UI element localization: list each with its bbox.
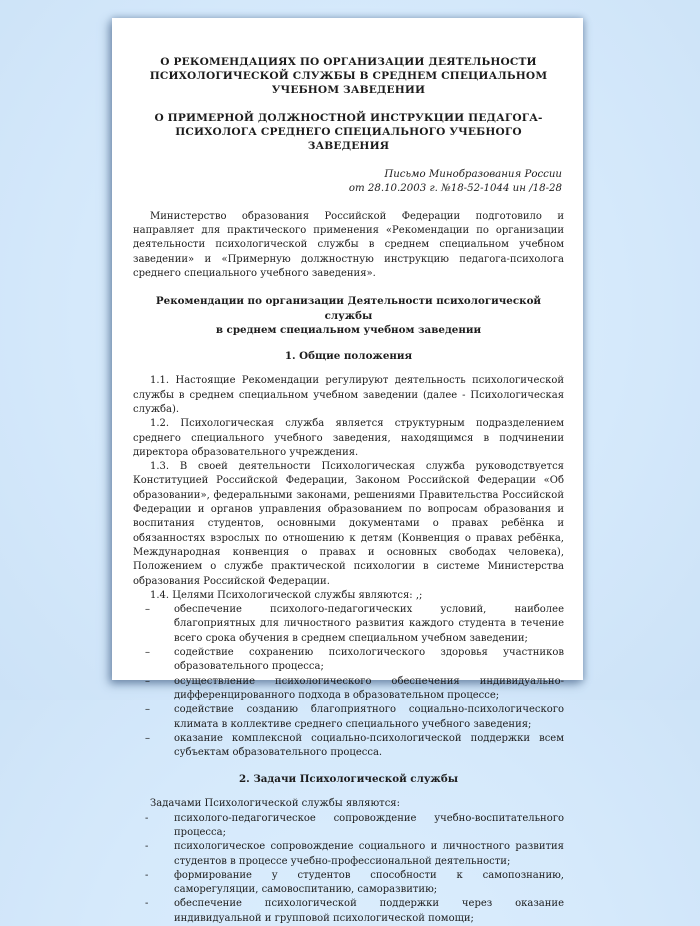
dash-marker: - [145, 898, 149, 910]
document-title-primary: О РЕКОМЕНДАЦИЯХ ПО ОРГАНИЗАЦИИ ДЕЯТЕЛЬНОСТИ ПСИХОЛОГИЧЕСКОЙ СЛУЖБЫ В СРЕДНЕМ СПЕЦИАЛЬНОМ УЧЕБНОМ ЗАВЕДЕНИИ [149, 56, 548, 97]
goal-text: содействие сохранению психологического здоровья участников образовательного процесса; [174, 647, 564, 673]
recommendations-heading-line2: в среднем специальном учебном заведении [215, 323, 482, 336]
list-item-task [133, 840, 564, 869]
tasks-list [133, 812, 564, 926]
task-text: психолого-педагогическое сопровождение учебно-воспитательного процесса; [174, 812, 564, 838]
dash-marker: – [145, 732, 150, 744]
goals-list [133, 603, 564, 760]
dash-marker: – [145, 704, 150, 716]
intro-paragraph: Министерство образования Российской Федерации подготовило и направляет для практического применения «Рекомендации по организации деятельности психологической службы в среднем специальном учебном заведении» и «Примерную должностную инструкцию педагога-психолога среднего специального учебного заведения». [133, 210, 564, 279]
goal-text: оказание комплексной социально-психологической поддержки всем субъектам образовательного процесса. [174, 732, 564, 759]
list-item-goal [133, 646, 564, 675]
section2-lead: Задачами Психологической службы являются: [150, 798, 400, 810]
section1-heading: 1. Общие положения [284, 350, 413, 363]
paragraph-1-2: 1.2. Психологическая служба является структурным подразделением среднего специального учебного заведения, находящимся в подчинении директора образовательного учреждения. [133, 418, 564, 458]
task-text: психологическое сопровождение социального и личностного развития студентов в процессе учебно-профессиональной деятельности; [174, 841, 564, 867]
dash-marker: – [145, 647, 150, 659]
goal-text: осуществление психологического обеспечения индивидуально-дифференцированного подхода в образовательном процессе; [174, 675, 564, 701]
dash-marker: – [145, 604, 150, 616]
dash-marker: - [145, 812, 149, 824]
goal-text: обеспечение психолого-педагогических условий, наиболее благоприятных для личностного развития каждого студента в течение всего срока обучения в среднем специальном учебном заведении; [174, 604, 564, 644]
recommendations-heading [133, 294, 564, 337]
recommendations-heading-line1: Рекомендации по организации Деятельности психологической службы [155, 295, 542, 322]
dash-marker: – [145, 675, 150, 687]
letter-source-organization: Письмо Минобразования России [384, 169, 562, 181]
document-title-secondary: О ПРИМЕРНОЙ ДОЛЖНОСТНОЙ ИНСТРУКЦИИ ПЕДАГОГА-ПСИХОЛОГА СРЕДНЕГО СПЕЦИАЛЬНОГО УЧЕБНОГО ЗАВЕДЕНИЯ [154, 111, 543, 152]
document-page [112, 18, 583, 924]
list-item-task [133, 812, 564, 841]
paragraph-1-3: 1.3. В своей деятельности Психологическая служба руководствуется Конституцией Российской Федерации, Законом Российской Федерации «Об образовании», федеральными законами, решениями Правительства Российской Федерации и органов управления образованием по вопросам образования и воспитания студентов, основными документами о правах ребёнка и обязанностях взрослых по отношению к детям (Конвенция о правах ребёнка, Международная конвенция о правах и основных свободах человека), Положением о службе практической психологии в системе Министерства образования Российской Федерации. [133, 461, 564, 587]
dash-marker: - [145, 869, 149, 881]
list-item-goal [133, 703, 564, 732]
list-item-goal [133, 675, 564, 704]
dash-marker: - [145, 841, 149, 853]
list-item-task [133, 869, 564, 898]
task-text: обеспечение психологической поддержки через оказание индивидуальной и групповой психологической помощи; [174, 898, 564, 924]
list-item-task [133, 897, 564, 926]
list-item-goal [133, 603, 564, 646]
letter-source-reference: от 28.10.2003 г. №18-52-1044 ин /18-28 [348, 183, 562, 195]
paragraph-1-4: 1.4. Целями Психологической службы являются: ,; [150, 589, 423, 601]
section2-heading: 2. Задачи Психологической службы [238, 773, 459, 786]
list-item-goal [133, 732, 564, 761]
paragraph-1-1: 1.1. Настоящие Рекомендации регулируют деятельность психологической службы в среднем специальном учебном заведении (далее - Психологическая служба). [133, 375, 564, 415]
task-text: формирование у студентов способности к самопознанию, саморегуляции, самовоспитанию, саморазвитию; [174, 869, 564, 896]
goal-text: содействие созданию благоприятного социально-психологического климата в коллективе среднего специального учебного заведения; [174, 704, 564, 730]
letter-source [133, 168, 562, 197]
